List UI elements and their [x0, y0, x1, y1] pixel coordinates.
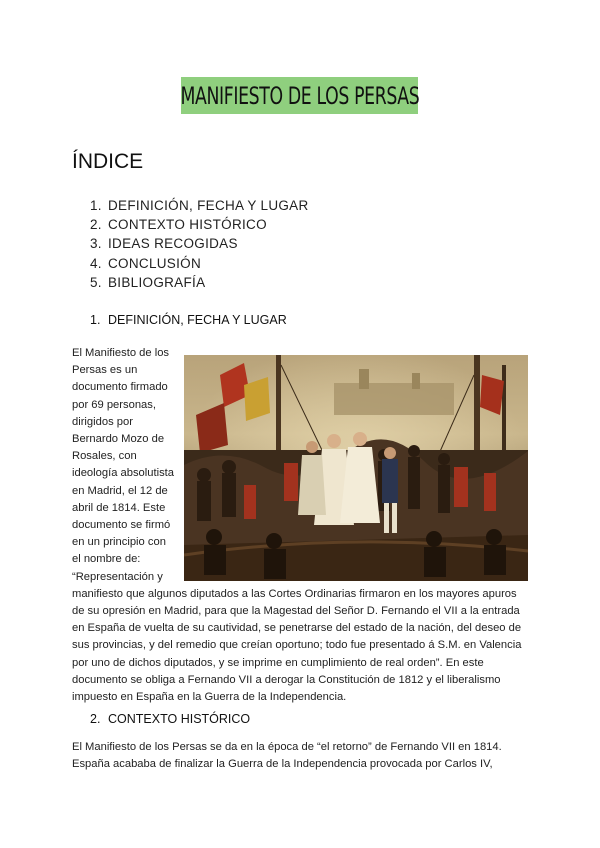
section-body-definicion [72, 345, 528, 706]
index-item-number: 2. [90, 217, 102, 233]
section-number: 1. [90, 313, 101, 327]
section-title: CONTEXTO HISTÓRICO [108, 712, 251, 726]
index-heading: ÍNDICE [72, 150, 144, 173]
index-item-number: 3. [90, 236, 102, 252]
index-item-label: IDEAS RECOGIDAS [108, 236, 238, 252]
section-heading-contexto [90, 712, 250, 726]
section-title: DEFINICIÓN, FECHA Y LUGAR [108, 313, 287, 327]
index-list [90, 196, 309, 292]
index-item-label: DEFINICIÓN, FECHA Y LUGAR [108, 198, 309, 213]
index-item [90, 254, 309, 273]
paragraph-contexto: El Manifiesto de los Persas se da en la época de “el retorno” de Fernando VII en 1814. España acababa de finalizar la Guerra de la Independencia provocada por Carlos IV, [72, 741, 502, 771]
index-item [90, 273, 309, 292]
index-item [90, 196, 309, 215]
painting-illustration [184, 355, 528, 581]
document-title: MANIFIESTO DE LOS PERSAS [180, 81, 419, 110]
section-number: 2. [90, 712, 101, 726]
index-item-number: 5. [90, 274, 102, 290]
section-heading-definicion [90, 313, 287, 327]
index-item-label: CONCLUSIÓN [108, 255, 202, 271]
index-item [90, 234, 309, 253]
title-banner [181, 77, 418, 114]
index-item-number: 1. [90, 198, 102, 213]
index-item-label: BIBLIOGRAFÍA [108, 274, 206, 290]
index-item-number: 4. [90, 255, 102, 271]
index-item-label: CONTEXTO HISTÓRICO [108, 217, 267, 233]
paragraph-definicion: El Manifiesto de los Persas es un documento firmado por 69 personas, dirigidos por Bernardo Mozo de Rosales, con ideología absolutista en Madrid, el 12 de abril de 1814. Este documento se firmó en un principio con el nombre de: “Representación y manifiesto que algunos diputados a las Cortes Ordinarias firmaron en los mayores apuros de su opresión en Madrid, para que la Magestad del Señor D. Fernando el VII a la entrada en España de vuelta de su cautividad, se penetrarse del estado de la nación, del deseo de sus provincias, y del remedio que creían oportuno; todo fue presentado á S.M. en Valencia por uno de dichos diputados, y se imprime en cumplimiento de real orden”. En este documento se obliga a Fernando VII a derogar la Constitución de 1812 y el liberalismo impuesto en España en la Guerra de la Independencia. [72, 347, 522, 704]
painting-image [184, 355, 528, 581]
index-item [90, 215, 309, 234]
